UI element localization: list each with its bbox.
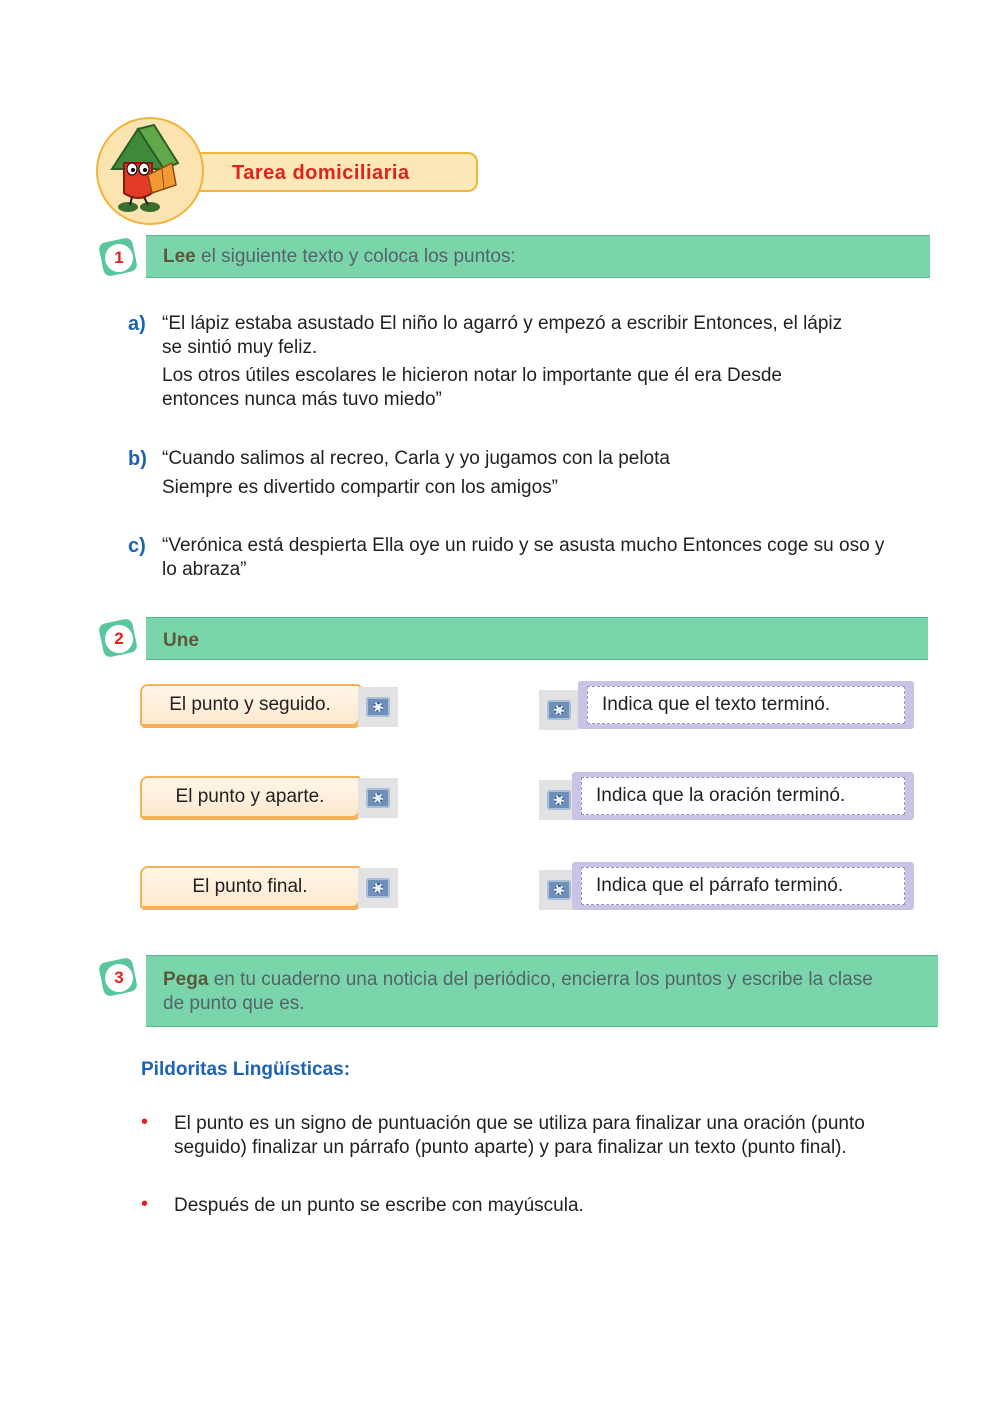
exercise-3-number: 3 <box>103 962 135 994</box>
exercise-1-number: 1 <box>103 242 135 274</box>
exercise-3-instruction-bar <box>146 955 938 1027</box>
match-right-item-2[interactable]: Indica que la oración terminó. <box>581 777 905 815</box>
exercise-1-instruction: el siguiente texto y coloca los puntos: <box>195 246 516 267</box>
item-a-line: se sintió muy feliz. <box>162 337 318 358</box>
item-a-line: “El lápiz estaba asustado El niño lo agarró y empezó a escribir Entonces, el lápiz <box>162 313 843 334</box>
exercise-1-number-chip <box>99 238 139 278</box>
exercise-3-keyword: Pega <box>163 969 209 990</box>
item-c-line: “Verónica está despierta Ella oye un ruido y se asusta mucho Entonces coge su oso y <box>162 535 885 556</box>
match-right-item-3[interactable]: Indica que el párrafo terminó. <box>581 867 905 905</box>
match-right-dot-1[interactable] <box>539 690 579 730</box>
item-c-line: lo abraza” <box>162 559 247 580</box>
match-left-dot-1[interactable] <box>358 687 398 727</box>
exercise-3-number-chip <box>99 958 139 998</box>
item-b-line: “Cuando salimos al recreo, Carla y yo jugamos con la pelota <box>162 448 670 469</box>
reading-pencil-mascot-icon <box>98 119 202 223</box>
match-right-frame-1 <box>578 681 914 729</box>
item-a-line: Los otros útiles escolares le hicieron notar lo importante que él era Desde <box>162 365 782 386</box>
exercise-1-keyword: Lee <box>163 246 196 267</box>
match-right-frame-2 <box>572 772 914 820</box>
exercise-2-number: 2 <box>103 623 135 655</box>
match-right-frame-3 <box>572 862 914 910</box>
exercise-3-instruction-line-1: en tu cuaderno una noticia del periódico, encierra los puntos y escribe la clase <box>208 969 873 990</box>
exercise-2-keyword: Une <box>163 630 199 651</box>
match-left-dot-2[interactable] <box>358 778 398 818</box>
bullet-1-text <box>174 1112 865 1160</box>
header-title: Tarea domiciliaria <box>232 162 410 184</box>
match-right-item-1[interactable]: Indica que el texto terminó. <box>587 686 905 724</box>
bullet-2-line: Después de un punto se escribe con mayúscula. <box>174 1195 584 1216</box>
item-a-letter: a) <box>128 313 146 335</box>
match-left-dot-3[interactable] <box>358 868 398 908</box>
bullet-1-line: El punto es un signo de puntuación que se utiliza para finalizar una oración (punto <box>174 1113 865 1134</box>
item-b-letter: b) <box>128 448 147 470</box>
pildoritas-title: Pildoritas Lingüísticas: <box>141 1059 351 1080</box>
match-left-item-3[interactable]: El punto final. <box>140 866 360 908</box>
match-left-item-2[interactable]: El punto y aparte. <box>140 776 360 818</box>
match-left-item-1[interactable]: El punto y seguido. <box>140 684 360 726</box>
item-a-line: entonces nunca más tuvo miedo” <box>162 389 442 410</box>
item-b-text <box>162 447 670 500</box>
item-c-text <box>162 534 884 582</box>
exercise-2-number-chip <box>99 619 139 659</box>
bullet-2-marker: • <box>141 1193 149 1215</box>
item-a-text <box>162 312 842 412</box>
exercise-2-instruction-bar <box>146 617 928 660</box>
item-c-letter: c) <box>128 535 146 557</box>
bullet-1-marker: • <box>141 1111 149 1133</box>
item-b-line: Siempre es divertido compartir con los amigos” <box>162 477 558 498</box>
bullet-1-line: seguido) finalizar un párrafo (punto aparte) y para finalizar un texto (punto final). <box>174 1137 847 1158</box>
exercise-3-instruction-line-2: de punto que es. <box>163 993 305 1014</box>
bullet-2-text <box>174 1194 584 1218</box>
exercise-1-instruction-bar <box>146 235 930 278</box>
mascot-badge <box>96 117 204 225</box>
